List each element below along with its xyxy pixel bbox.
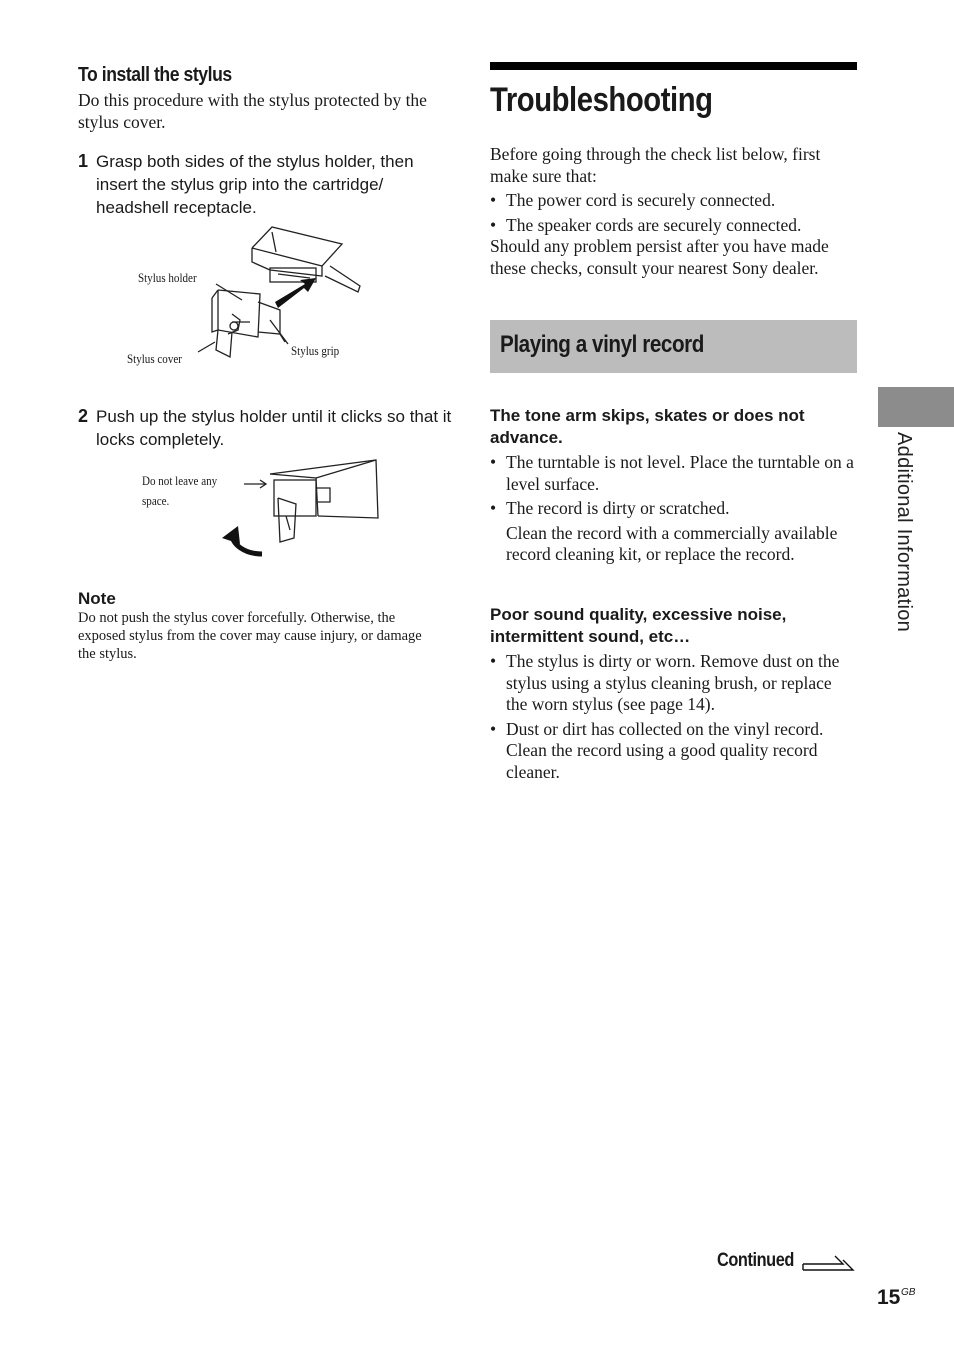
continued-arrow-icon xyxy=(801,1252,857,1274)
problem-1 xyxy=(490,405,857,566)
problem-title: Poor sound quality, excessive noise, intermittent sound, etc… xyxy=(490,605,787,646)
section-title: Playing a vinyl record xyxy=(500,331,704,358)
stylus-install-figure xyxy=(120,222,380,372)
step-text: Grasp both sides of the stylus holder, then insert the stylus grip into the cartridge/ headshell receptacle. xyxy=(96,152,414,217)
page-title: Troubleshooting xyxy=(490,81,713,119)
right-column xyxy=(490,62,857,279)
side-tab-marker xyxy=(878,387,954,427)
page-number-suffix: GB xyxy=(901,1287,916,1298)
section-header-bar xyxy=(490,320,857,373)
problem-bullet: • The stylus is dirty or worn. Remove dust on the stylus using a stylus cleaning brush, or replace the worn stylus (see page 14). xyxy=(490,651,857,716)
check-item: • The speaker cords are securely connected. xyxy=(490,215,857,237)
label-stylus-cover: Stylus cover xyxy=(127,351,182,366)
step-text: Push up the stylus holder until it clicks so that it locks completely. xyxy=(96,407,452,449)
problem-bullet: • The turntable is not level. Place the turntable on a level surface. xyxy=(490,452,857,495)
note-block xyxy=(78,589,438,663)
trouble-intro: Before going through the check list below, first make sure that: xyxy=(490,144,821,186)
continued-label: Continued xyxy=(717,1250,794,1271)
install-stylus-heading: To install the stylus xyxy=(78,64,232,86)
step-number: 2 xyxy=(78,406,89,426)
trouble-after: Should any problem persist after you have made these checks, consult your nearest Sony dealer. xyxy=(490,236,829,278)
note-text: Do not push the stylus cover forcefully. Otherwise, the exposed stylus from the cover may cause injury, or damage the stylus. xyxy=(78,610,422,662)
label-no-space-2: space. xyxy=(142,493,170,508)
step-2 xyxy=(78,405,456,451)
note-title: Note xyxy=(78,589,116,608)
step-number: 1 xyxy=(78,151,89,171)
problem-detail: Clean the record with a commercially available record cleaning kit, or replace the record. xyxy=(506,522,838,564)
top-rule xyxy=(490,62,857,70)
stylus-lock-figure xyxy=(140,458,385,563)
page-number: 15 xyxy=(877,1286,901,1309)
check-item: • The power cord is securely connected. xyxy=(490,190,857,212)
step-1 xyxy=(78,150,438,219)
side-tab-label: Additional Information xyxy=(893,432,915,633)
stylus-install-illustration xyxy=(120,222,380,372)
left-column xyxy=(78,60,438,219)
problem-2 xyxy=(490,604,857,783)
install-intro: Do this procedure with the stylus protected by the stylus cover. xyxy=(78,90,427,132)
label-no-space-1: Do not leave any xyxy=(142,473,218,488)
problem-bullet: • The record is dirty or scratched. xyxy=(490,498,857,520)
label-stylus-grip: Stylus grip xyxy=(291,343,340,358)
label-stylus-holder: Stylus holder xyxy=(138,270,197,285)
problem-title: The tone arm skips, skates or does not advance. xyxy=(490,406,805,447)
problem-bullet: • Dust or dirt has collected on the vinyl record. Clean the record using a good quality record cleaner. xyxy=(490,719,857,784)
